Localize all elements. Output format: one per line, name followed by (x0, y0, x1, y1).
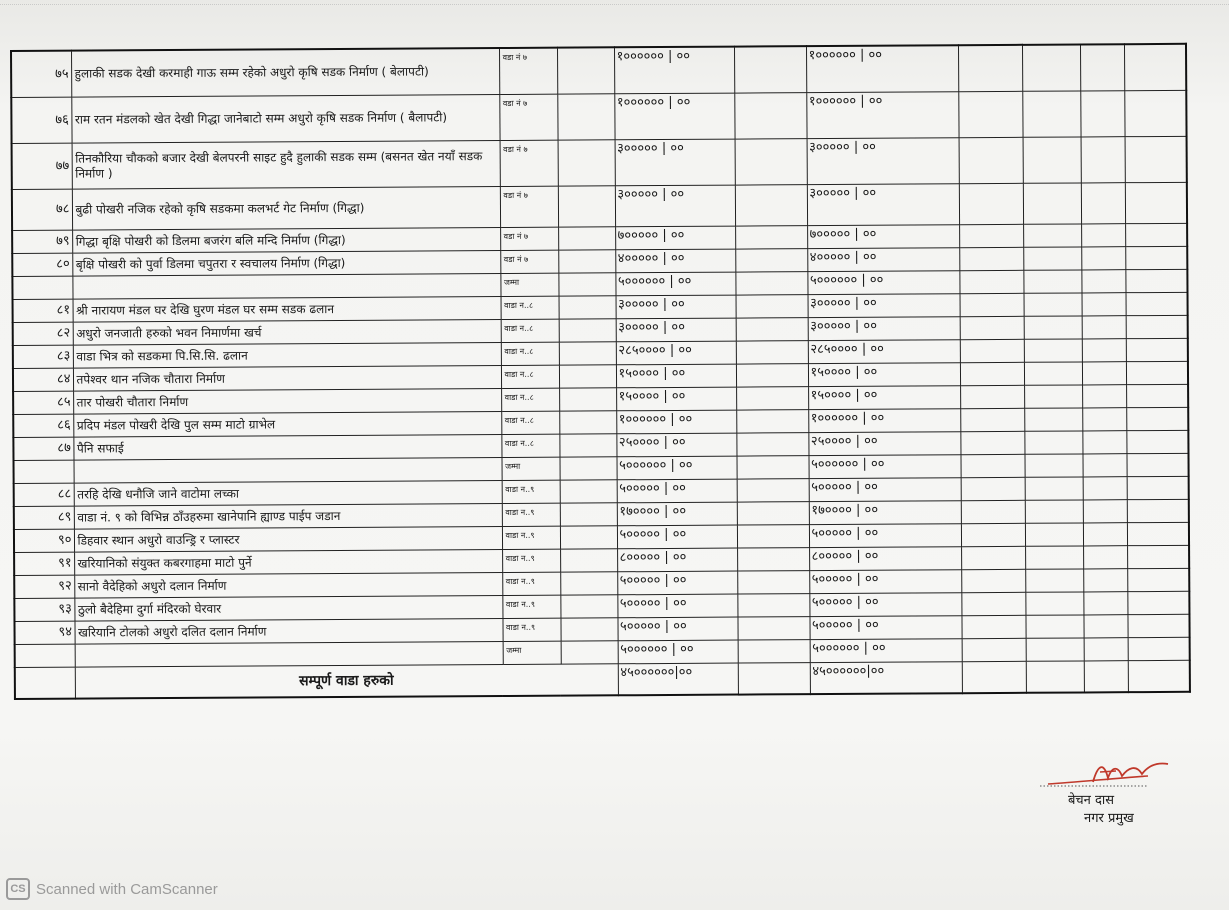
empty-cell (1083, 615, 1127, 638)
amount-cell: १५०००० | ०० (616, 364, 736, 388)
amount-cell: २५०००० | ०० (616, 433, 736, 457)
serial-number-cell: ९३ (14, 598, 74, 621)
empty-cell (961, 523, 1025, 546)
empty-cell (961, 615, 1025, 638)
total-cell: १०००००० | ०० (808, 409, 960, 433)
empty-cell (960, 316, 1024, 339)
grand-total-row (15, 660, 1190, 699)
ward-budget-table (10, 43, 1191, 700)
amount-cell: ३००००० | ०० (615, 185, 735, 227)
empty-cell (961, 477, 1025, 500)
empty-cell (1024, 385, 1082, 408)
serial-number-cell (14, 460, 74, 483)
ward-cell: वाडा न..८ (501, 319, 559, 342)
description-cell: डिहवार स्थान अधुरो वाउन्ड्रि र प्लास्टर (74, 527, 502, 553)
ward-cell: वाडा न..८ (501, 388, 559, 411)
serial-number-cell: ७८ (12, 189, 72, 230)
total-cell: ३००००० | ०० (807, 184, 959, 226)
ward-cell: वाडा न..९ (502, 549, 560, 572)
signature-mark (1038, 752, 1178, 790)
empty-cell (561, 641, 618, 664)
description-cell (72, 274, 500, 300)
empty-cell (961, 592, 1025, 615)
amount-cell: ७००००० | ०० (615, 226, 735, 250)
description-cell: अधुरो जनजाती हरुको भवन निमार्णमा खर्च (73, 320, 501, 346)
total-cell: ७००००० | ०० (807, 225, 959, 249)
empty-cell (734, 93, 806, 139)
empty-cell (1082, 362, 1126, 385)
amount-cell: ५०००००० | ०० (615, 272, 735, 296)
empty-cell (1083, 569, 1127, 592)
empty-cell (1128, 637, 1190, 660)
empty-cell (962, 638, 1026, 661)
total-cell: ५००००० | ०० (809, 570, 961, 594)
empty-cell (1024, 431, 1082, 454)
empty-cell (735, 139, 807, 185)
empty-cell (1126, 315, 1188, 338)
empty-cell (1082, 316, 1126, 339)
empty-cell (1127, 591, 1189, 614)
empty-cell (1024, 454, 1082, 477)
amount-cell: १०००००० | ०० (616, 410, 736, 434)
total-cell: ५००००० | ०० (809, 593, 961, 617)
description-cell: गिद्धा बृक्षि पोखरी को डिलमा बजरंग बलि मन्दि निर्माण (गिद्धा) (72, 228, 500, 254)
empty-cell (961, 500, 1025, 523)
empty-cell (961, 569, 1025, 592)
total-cell: १०००००० | ०० (806, 92, 958, 139)
empty-cell (560, 480, 617, 503)
empty-cell (737, 594, 809, 617)
scanner-watermark (6, 878, 218, 900)
description-cell: प्रदिप मंडल पोखरी देखि पुल सम्म माटो ग्राभेल (73, 412, 501, 438)
empty-cell (1126, 453, 1188, 476)
empty-cell (1026, 661, 1084, 693)
description-cell: तार पोखरी चौतारा निर्माण (73, 389, 501, 415)
empty-cell (559, 319, 616, 342)
empty-cell (959, 270, 1023, 293)
empty-cell (958, 91, 1022, 137)
serial-number-cell: ७५ (11, 51, 71, 98)
empty-cell (736, 433, 808, 456)
empty-cell (736, 341, 808, 364)
amount-cell: ४००००० | ०० (615, 249, 735, 273)
empty-cell (738, 640, 810, 663)
empty-cell (1083, 592, 1127, 615)
empty-cell (1127, 476, 1189, 499)
total-cell: १५०००० | ०० (808, 386, 960, 410)
empty-cell (1023, 183, 1081, 224)
empty-cell (1025, 523, 1083, 546)
empty-cell (1025, 569, 1083, 592)
serial-number-cell: ९४ (14, 621, 74, 644)
empty-cell (736, 456, 808, 479)
empty-cell (734, 46, 806, 93)
empty-cell (1128, 660, 1190, 692)
empty-cell (557, 47, 614, 94)
total-cell: २५०००० | ०० (808, 432, 960, 456)
empty-cell (959, 137, 1023, 183)
serial-number-cell: ८१ (13, 299, 73, 322)
empty-cell (1126, 292, 1188, 315)
empty-cell (1084, 638, 1128, 661)
empty-cell (1125, 246, 1187, 269)
total-cell: ४००००० | ०० (807, 248, 959, 272)
description-cell: वाडा भित्र को सडकमा पि.सि.सि. ढलान (73, 343, 501, 369)
amount-cell: १०००००० | ०० (614, 47, 734, 94)
empty-cell (558, 227, 615, 250)
serial-number-cell: ८५ (13, 391, 73, 414)
ward-cell: वाडा न..८ (501, 342, 559, 365)
empty-cell (1082, 339, 1126, 362)
empty-cell (737, 571, 809, 594)
ward-cell: वडा नं ७ (499, 94, 557, 140)
empty-cell (559, 342, 616, 365)
empty-cell (735, 249, 807, 272)
empty-cell (738, 663, 810, 695)
ward-cell: वडा नं ७ (500, 250, 558, 273)
empty-cell (1083, 500, 1127, 523)
ward-cell: वाडा न..९ (502, 503, 560, 526)
empty-cell (560, 572, 617, 595)
ward-cell: वडा नं ७ (500, 186, 558, 227)
signatory-name: बेचन दास (1068, 793, 1115, 808)
amount-cell: २८५०००० | ०० (616, 341, 736, 365)
serial-number-cell: ९२ (14, 575, 74, 598)
total-cell: ८००००० | ०० (809, 547, 961, 571)
table-row (11, 90, 1186, 143)
empty-cell (1025, 592, 1083, 615)
table-body (11, 44, 1190, 668)
empty-cell (960, 339, 1024, 362)
empty-cell (1084, 661, 1128, 693)
total-cell: ३००००० | ०० (808, 317, 960, 341)
table-row (12, 136, 1187, 189)
empty-cell (1125, 269, 1187, 292)
empty-cell (1023, 137, 1081, 183)
empty-cell (559, 365, 616, 388)
empty-cell (735, 226, 807, 249)
serial-number-cell: ८९ (14, 506, 74, 529)
empty-cell (1127, 545, 1189, 568)
total-cell: १५०००० | ०० (808, 363, 960, 387)
empty-cell (1125, 223, 1187, 246)
empty-cell (737, 617, 809, 640)
amount-cell: ५००००० | ०० (617, 571, 737, 595)
description-cell (75, 642, 503, 668)
serial-number-cell: ८४ (13, 368, 73, 391)
empty-cell (1024, 316, 1082, 339)
empty-cell (1024, 362, 1082, 385)
ward-cell: जम्मा (501, 457, 559, 480)
empty-cell (1022, 91, 1080, 137)
empty-cell (1024, 408, 1082, 431)
empty-cell (1083, 523, 1127, 546)
signatory-title: नगर प्रमुख (1084, 811, 1134, 826)
amount-cell: ३००००० | ०० (616, 318, 736, 342)
total-cell: ३००००० | ०० (808, 294, 960, 318)
total-cell: ५०००००० | ०० (807, 271, 959, 295)
amount-cell: ३००००० | ०० (615, 139, 735, 186)
empty-cell (1126, 361, 1188, 384)
empty-cell (1125, 136, 1187, 182)
serial-number-cell (15, 644, 75, 667)
empty-cell (1126, 384, 1188, 407)
grand-total-amount: ४५००००००|०० (618, 663, 738, 695)
empty-cell (1081, 183, 1125, 224)
empty-cell (737, 548, 809, 571)
ward-cell: वडा नं ७ (500, 227, 558, 250)
empty-cell (1023, 224, 1081, 247)
empty-cell (737, 525, 809, 548)
empty-cell (1083, 477, 1127, 500)
empty-cell (560, 503, 617, 526)
total-cell: ५००००० | ०० (809, 616, 961, 640)
serial-number-cell: ७७ (12, 143, 72, 189)
empty-cell (559, 388, 616, 411)
serial-number-cell: ९१ (14, 552, 74, 575)
empty-cell (1126, 338, 1188, 361)
empty-cell (1023, 247, 1081, 270)
empty-cell (960, 431, 1024, 454)
empty-cell (1025, 500, 1083, 523)
total-cell: १०००००० | ०० (806, 45, 958, 92)
empty-cell (1127, 499, 1189, 522)
scanner-watermark-text: Scanned with CamScanner (36, 880, 218, 898)
empty-cell (736, 410, 808, 433)
total-cell: ५००००० | ०० (809, 478, 961, 502)
ward-cell: वाडा न..९ (502, 526, 560, 549)
empty-cell (559, 434, 616, 457)
description-cell: तिनकौरिया चौकको बजार देखी बेलपरनी साइट हुदै हुलाकी सडक सम्म (बसनत खेत नयाँ सडक निर्माण ) (72, 141, 500, 190)
empty-cell (558, 250, 615, 273)
empty-cell (560, 595, 617, 618)
serial-number-cell: ८६ (13, 414, 73, 437)
empty-cell (1081, 224, 1125, 247)
total-cell: २८५०००० | ०० (808, 340, 960, 364)
ward-cell: जम्मा (500, 273, 558, 296)
amount-cell: ५००००० | ०० (617, 525, 737, 549)
description-cell: ठुलो बैदेहिमा दुर्गा मंदिरको घेरवार (74, 596, 502, 622)
grand-total-empty-cell (15, 667, 75, 699)
ward-cell: वाडा न..८ (501, 411, 559, 434)
empty-cell (735, 272, 807, 295)
total-cell: ५००००० | ०० (809, 524, 961, 548)
empty-cell (1023, 270, 1081, 293)
serial-number-cell: ७९ (12, 230, 72, 253)
empty-cell (1080, 44, 1124, 91)
empty-cell (1022, 44, 1080, 91)
empty-cell (1082, 385, 1126, 408)
description-cell: राम रतन मंडलको खेत देखी गिद्धा जानेबाटो सम्म अधुरो कृषि सडक निर्माण ( बैलापटी) (71, 95, 499, 144)
empty-cell (1126, 430, 1188, 453)
amount-cell: १७०००० | ०० (617, 502, 737, 526)
serial-number-cell: ८२ (13, 322, 73, 345)
amount-cell: १५०००० | ०० (616, 387, 736, 411)
serial-number-cell: ८८ (14, 483, 74, 506)
ward-cell: वाडा न..८ (501, 365, 559, 388)
serial-number-cell: ८० (12, 253, 72, 276)
total-cell: ३००००० | ०० (807, 138, 959, 185)
total-cell: ५०००००० | ०० (810, 639, 962, 663)
empty-cell (559, 296, 616, 319)
description-cell: श्री नारायण मंडल घर देखि घुरण मंडल घर सम्म सडक ढलान (73, 297, 501, 323)
empty-cell (1082, 431, 1126, 454)
ward-cell: वाडा न..९ (502, 595, 560, 618)
empty-cell (1025, 615, 1083, 638)
empty-cell (1124, 90, 1186, 136)
description-cell: सानो वैदेहिको अधुरो दलान निर्माण (74, 573, 502, 599)
ward-cell: वडा नं ७ (500, 140, 558, 186)
empty-cell (557, 94, 614, 140)
empty-cell (736, 364, 808, 387)
empty-cell (558, 140, 615, 186)
empty-cell (959, 247, 1023, 270)
empty-cell (1082, 408, 1126, 431)
grand-total-label: सम्पूर्ण वाडा हरुको (75, 664, 618, 699)
empty-cell (1081, 270, 1125, 293)
empty-cell (1126, 407, 1188, 430)
empty-cell (962, 661, 1026, 693)
ward-cell: वडा नं ७ (499, 48, 557, 95)
empty-cell (960, 362, 1024, 385)
empty-cell (960, 454, 1024, 477)
ward-cell: वाडा न..९ (502, 572, 560, 595)
serial-number-cell (12, 276, 72, 299)
empty-cell (961, 546, 1025, 569)
empty-cell (737, 479, 809, 502)
description-cell: बृक्षि पोखरी को पुर्वा डिलमा चपुतरा र स्वचालय निर्माण (गिद्धा) (72, 251, 500, 277)
amount-cell: ५००००० | ०० (617, 617, 737, 641)
table-row (11, 44, 1186, 98)
grand-total-sum: ४५००००००|०० (810, 662, 962, 694)
ward-cell: वाडा न..८ (501, 296, 559, 319)
serial-number-cell: ८७ (13, 437, 73, 460)
empty-cell (1081, 247, 1125, 270)
table-row (12, 182, 1187, 230)
empty-cell (960, 385, 1024, 408)
amount-cell: ३००००० | ०० (616, 295, 736, 319)
empty-cell (1082, 293, 1126, 316)
description-cell: बुढी पोखरी नजिक रहेको कृषि सडकमा कलभर्ट गेट निर्माण (गिद्धा) (72, 187, 500, 231)
empty-cell (1024, 293, 1082, 316)
empty-cell (1083, 546, 1127, 569)
empty-cell (1025, 477, 1083, 500)
empty-cell (960, 408, 1024, 431)
empty-cell (558, 186, 615, 227)
empty-cell (1024, 339, 1082, 362)
serial-number-cell: ९० (14, 529, 74, 552)
description-cell: वाडा नं. ९ को विभिन्न ठाँउहरुमा खानेपानि ह्याण्ड पाईप जडान (74, 504, 502, 530)
description-cell: खरियानिको संयुक्त कबरगाहमा माटो पुर्ने (74, 550, 502, 576)
empty-cell (1127, 568, 1189, 591)
description-cell: तरहि देखि धनौजि जाने वाटोमा लच्का (74, 481, 502, 507)
description-cell: हुलाकी सडक देखी करमाही गाऊ सम्म रहेको अधुरो कृषि सडक निर्माण ( बेलापटी) (71, 48, 499, 97)
serial-number-cell: ८३ (13, 345, 73, 368)
empty-cell (960, 293, 1024, 316)
empty-cell (560, 549, 617, 572)
ward-cell: वाडा न..९ (502, 480, 560, 503)
amount-cell: ५००००० | ०० (617, 594, 737, 618)
ward-cell: वाडा न..८ (501, 434, 559, 457)
description-cell (74, 458, 502, 484)
empty-cell (958, 45, 1022, 92)
amount-cell: ५००००० | ०० (617, 479, 737, 503)
camscanner-logo-icon: CS (6, 878, 30, 900)
description-cell: तपेश्वर थान नजिक चौतारा निर्माण (73, 366, 501, 392)
empty-cell (1025, 546, 1083, 569)
empty-cell (1080, 91, 1124, 137)
page-edge-dots (0, 4, 1229, 7)
empty-cell (736, 318, 808, 341)
empty-cell (959, 183, 1023, 224)
empty-cell (558, 273, 615, 296)
amount-cell: ८००००० | ०० (617, 548, 737, 572)
empty-cell (1026, 638, 1084, 661)
empty-cell (559, 457, 616, 480)
empty-cell (1081, 137, 1125, 183)
empty-cell (1124, 44, 1186, 91)
empty-cell (959, 224, 1023, 247)
amount-cell: ५०००००० | ०० (618, 640, 738, 664)
description-cell: खरियानि टोलको अधुरो दलित दलान निर्माण (74, 619, 502, 645)
amount-cell: १०००००० | ०० (614, 93, 734, 140)
empty-cell (559, 411, 616, 434)
budget-table-container (10, 43, 1191, 700)
ward-cell: जम्मा (503, 641, 561, 664)
description-cell: पैनि सफाई (73, 435, 501, 461)
empty-cell (735, 185, 807, 226)
empty-cell (1082, 454, 1126, 477)
amount-cell: ५०००००० | ०० (616, 456, 736, 480)
empty-cell (736, 295, 808, 318)
total-cell: १७०००० | ०० (809, 501, 961, 525)
total-cell: ५०००००० | ०० (808, 455, 960, 479)
serial-number-cell: ७६ (11, 97, 71, 143)
empty-cell (736, 387, 808, 410)
empty-cell (1127, 522, 1189, 545)
empty-cell (1127, 614, 1189, 637)
empty-cell (737, 502, 809, 525)
empty-cell (560, 526, 617, 549)
empty-cell (1125, 182, 1187, 223)
ward-cell: वाडा न..९ (502, 618, 560, 641)
empty-cell (560, 618, 617, 641)
